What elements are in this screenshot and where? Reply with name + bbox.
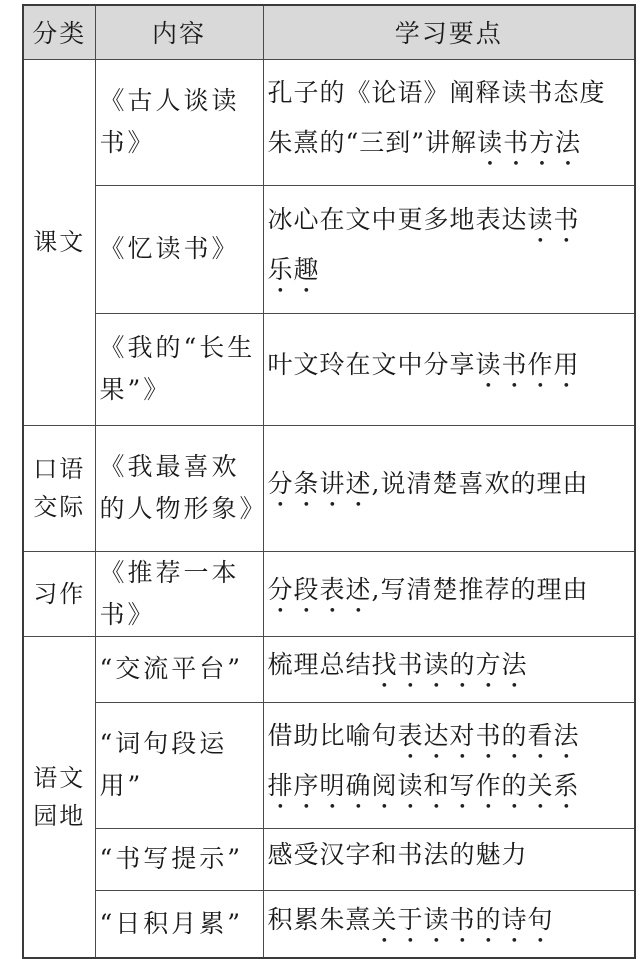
- points-cell: [263, 636, 635, 702]
- point-line: 感受汉字和书法的魅力: [267, 840, 528, 869]
- header-category: 分类: [23, 5, 95, 59]
- content-cell: “日积月累”: [95, 890, 263, 958]
- point-line: 冰心在文中更多地表达读书: [267, 205, 580, 234]
- table-row: [23, 702, 635, 828]
- content-cell: 《古人谈读书》: [95, 59, 263, 185]
- points-cell: [263, 551, 635, 636]
- content-cell: “词句段运用”: [95, 702, 263, 828]
- content-cell: 《我最喜欢的人物形象》: [95, 425, 263, 551]
- category-cell: 语文园地: [23, 636, 95, 958]
- content-cell: 《推荐一本书》: [95, 551, 263, 636]
- point-line: 分条讲述,说清楚喜欢的理由: [267, 469, 589, 498]
- table-row: [23, 890, 635, 958]
- points-cell: [263, 59, 635, 185]
- header-points: 学习要点: [263, 5, 635, 59]
- table-row: [23, 185, 635, 313]
- points-cell: [263, 313, 635, 425]
- point-line: 排序明确阅读和写作的关系: [267, 771, 580, 800]
- table-row: [23, 551, 635, 636]
- table-row: [23, 636, 635, 702]
- point-line: 积累朱熹关于读书的诗句: [267, 904, 554, 934]
- point-line: 乐趣: [267, 255, 320, 284]
- point-line: 梳理总结找书读的方法: [267, 650, 528, 679]
- points-cell: [263, 185, 635, 313]
- table-row: [23, 425, 635, 551]
- content-cell: “书写提示”: [95, 828, 263, 890]
- table-row: [23, 59, 635, 185]
- content-cell: 《忆读书》: [95, 185, 263, 313]
- category-cell: 口语交际: [23, 425, 95, 551]
- points-cell: [263, 425, 635, 551]
- content-cell: 《我的“长生果”》: [95, 313, 263, 425]
- points-cell: [263, 890, 635, 958]
- study-table: [22, 4, 636, 959]
- category-cell: 课文: [23, 59, 95, 425]
- points-cell: [263, 828, 635, 890]
- header-row: [23, 5, 635, 59]
- table-row: [23, 828, 635, 890]
- point-line: 孔子的《论语》阐释读书态度: [267, 78, 606, 107]
- point-line: 叶文玲在文中分享读书作用: [267, 350, 580, 379]
- content-cell: “交流平台”: [95, 636, 263, 702]
- category-cell: 习作: [23, 551, 95, 636]
- point-line: 借助比喻句表达对书的看法: [267, 721, 580, 750]
- points-cell: [263, 702, 635, 828]
- point-line: 朱熹的“三到”讲解读书方法: [267, 128, 582, 157]
- table-row: [23, 313, 635, 425]
- point-line: 分段表述,写清楚推荐的理由: [267, 574, 589, 604]
- header-content: 内容: [95, 5, 263, 59]
